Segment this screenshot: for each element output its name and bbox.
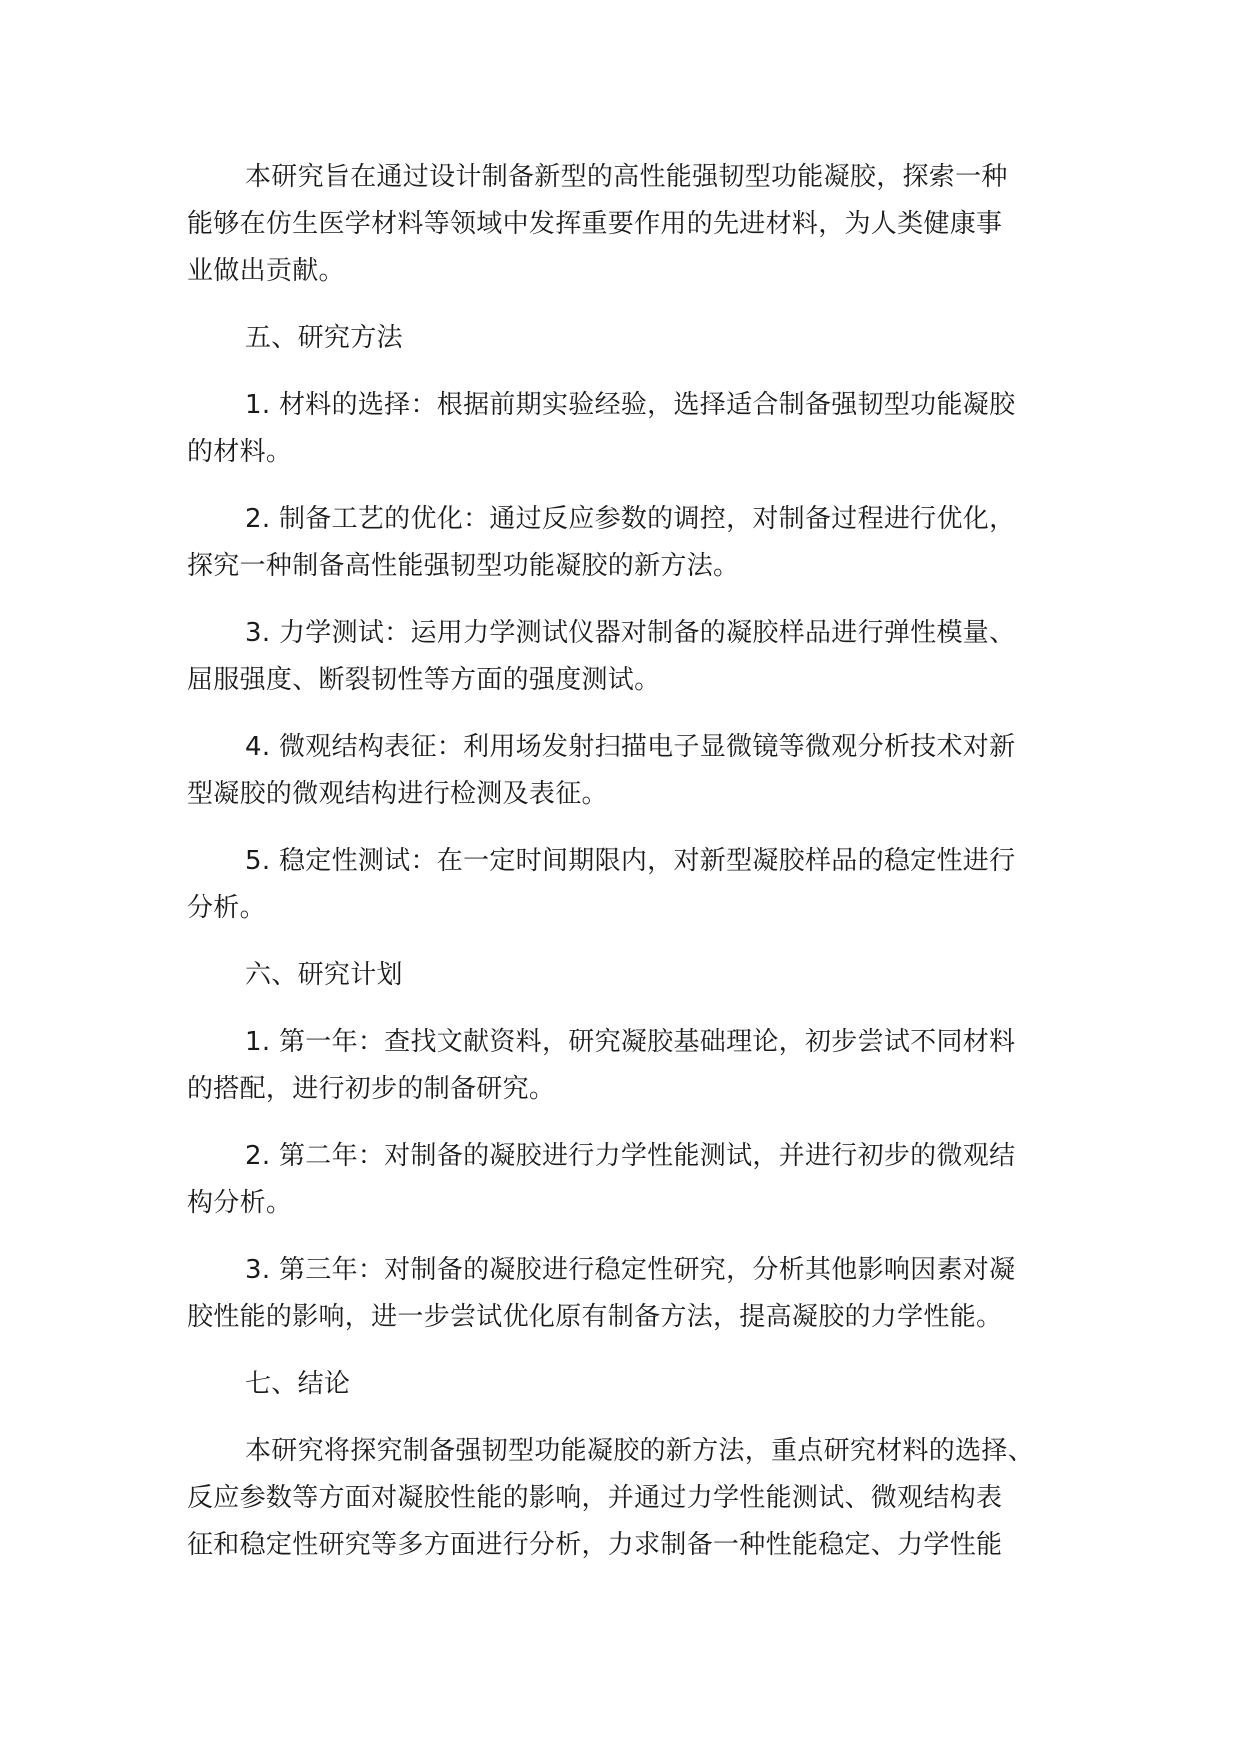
list-item [187,610,1067,704]
section-heading [187,952,1067,999]
section-heading [187,315,1067,362]
text-line: 5. 稳定性测试：在一定时间期限内，对新型凝胶样品的稳定性进行 [245,846,1016,876]
text-line: 业做出贡献。 [187,256,345,286]
text-line: 本研究旨在通过设计制备新型的高性能强韧型功能凝胶，探索一种 [245,162,1008,192]
text-line: 2. 第二年：对制备的凝胶进行力学性能测试，并进行初步的微观结 [245,1141,1016,1171]
text-line: 的材料。 [187,437,293,467]
text-line: 征和稳定性研究等多方面进行分析，力求制备一种性能稳定、力学性能 [187,1530,1003,1560]
list-item [187,1133,1067,1227]
list-item [187,1247,1067,1341]
text-line: 屈服强度、断裂韧性等方面的强度测试。 [187,665,661,695]
text-line: 的搭配，进行初步的制备研究。 [187,1074,556,1104]
text-line: 3. 第三年：对制备的凝胶进行稳定性研究，分析其他影响因素对凝 [245,1255,1016,1285]
text-line: 反应参数等方面对凝胶性能的影响，并通过力学性能测试、微观结构表 [187,1483,1003,1513]
body-paragraph [187,154,1067,295]
list-item [187,724,1067,818]
text-line: 胶性能的影响，进一步尝试优化原有制备方法，提高凝胶的力学性能。 [187,1302,1003,1332]
text-line: 4. 微观结构表征：利用场发射扫描电子显微镜等微观分析技术对新 [245,732,1016,762]
heading-text: 五、研究方法 [245,323,403,353]
text-line: 构分析。 [187,1188,293,1218]
body-paragraph [187,1428,1067,1569]
heading-text: 六、研究计划 [245,960,403,990]
list-item [187,1019,1067,1113]
section-heading [187,1361,1067,1408]
text-line: 1. 材料的选择：根据前期实验经验，选择适合制备强韧型功能凝胶 [245,390,1016,420]
document-body [187,154,1067,1589]
text-line: 3. 力学测试：运用力学测试仪器对制备的凝胶样品进行弹性模量、 [245,618,1016,648]
list-item [187,496,1067,590]
list-item [187,838,1067,932]
text-line: 本研究将探究制备强韧型功能凝胶的新方法，重点研究材料的选择、 [245,1436,1035,1466]
text-line: 能够在仿生医学材料等领域中发挥重要作用的先进材料，为人类健康事 [187,209,1003,239]
text-line: 型凝胶的微观结构进行检测及表征。 [187,779,608,809]
text-line: 分析。 [187,893,266,923]
list-item [187,382,1067,476]
heading-text: 七、结论 [245,1369,351,1399]
text-line: 2. 制备工艺的优化：通过反应参数的调控，对制备过程进行优化， [245,504,1016,534]
text-line: 探究一种制备高性能强韧型功能凝胶的新方法。 [187,551,740,581]
text-line: 1. 第一年：查找文献资料，研究凝胶基础理论，初步尝试不同材料 [245,1027,1016,1057]
